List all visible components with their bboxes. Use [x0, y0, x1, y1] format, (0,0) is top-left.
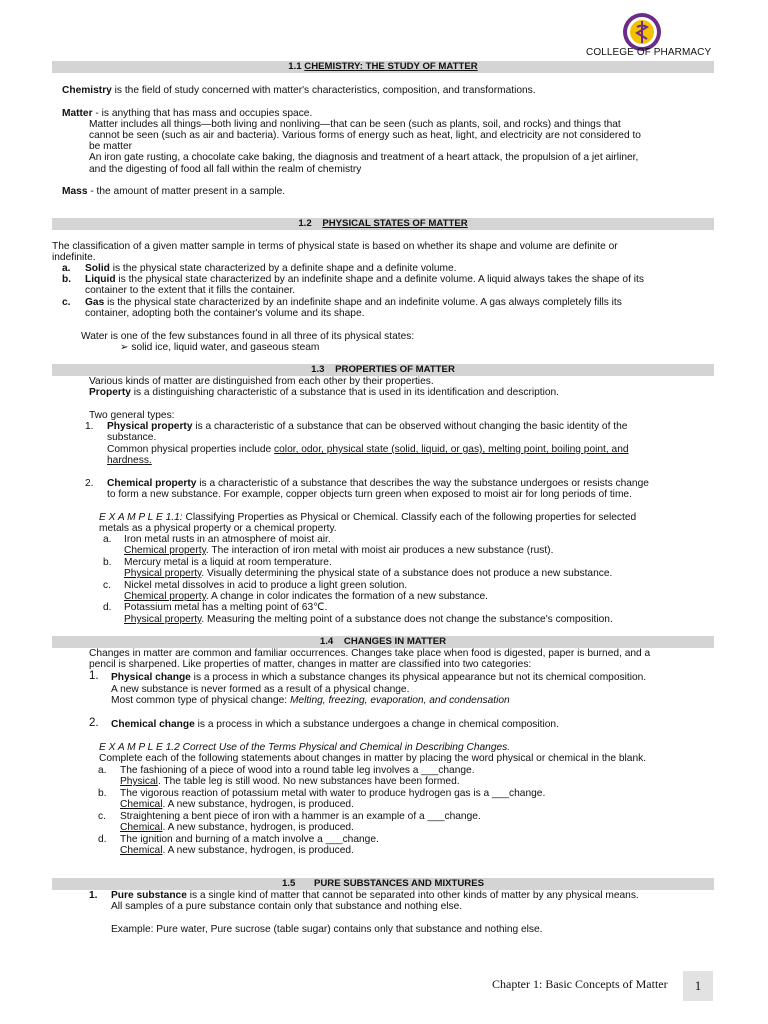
term: Chemical change — [111, 719, 195, 730]
paragraph-line: An iron gate rusting, a chocolate cake baking, the diagnosis and treatment of a heart attack, the propulsion of a jet airliner, — [89, 152, 639, 163]
example-question: The vigorous reaction of potassium metal with water to produce hydrogen gas is a ___change. — [120, 788, 546, 799]
paragraph-line: Two general types: — [89, 410, 175, 421]
section-header-1-1 — [52, 61, 714, 73]
chemistry-definition — [62, 85, 536, 97]
paragraph-line: container to the extent that it fills the container. — [85, 285, 296, 296]
list-item — [111, 672, 646, 684]
paragraph-line: Water is one of the few substances found in all three of its physical states: — [81, 331, 415, 342]
matter-definition — [62, 108, 312, 120]
paragraph-line: container, adopting both the container's volume and its shape. — [85, 308, 365, 319]
example-question: The ignition and burning of a match involve a ___change. — [120, 834, 379, 845]
example-question: Mercury metal is a liquid at room temperature. — [124, 557, 332, 568]
paragraph-line — [107, 444, 629, 456]
definition: - is anything that has mass and occupies space. — [92, 108, 313, 119]
term: Solid — [85, 263, 110, 274]
list-marker: a. — [62, 263, 71, 274]
college-name: COLLEGE OF PHARMACY — [586, 47, 712, 58]
definition: is the physical state characterized by an indefinite shape and a definite volume. A liquid always takes the shape of its — [115, 274, 644, 285]
list-item — [85, 263, 457, 275]
list-item — [107, 421, 627, 433]
example-question: Straightening a bent piece of iron with a hammer is an example of a ___change. — [120, 811, 481, 822]
paragraph-line — [111, 695, 510, 707]
term: Property — [89, 387, 131, 398]
example-question: Nickel metal dissolves in acid to produce a light green solution. — [124, 580, 408, 591]
definition: is the physical state characterized by an indefinite shape and an indefinite volume. A gas always completely fills its — [104, 297, 622, 308]
paragraph-line: Example: Pure water, Pure sucrose (table sugar) contains only that substance and nothing else. — [111, 924, 543, 935]
example-answer — [120, 776, 460, 788]
list-marker: d. — [103, 602, 112, 613]
paragraph-line: substance. — [107, 432, 157, 443]
bullet-item — [120, 342, 319, 354]
paragraph-line: be matter — [89, 141, 133, 152]
explanation: . The table leg is still wood. No new substances have been formed. — [157, 776, 460, 787]
list-marker: 1. — [89, 890, 98, 901]
underlined-text: hardness. — [107, 455, 152, 466]
list-marker: c. — [103, 580, 111, 591]
example-question: The fashioning of a piece of wood into a round table leg involves a ___change. — [120, 765, 475, 776]
example-answer — [124, 545, 553, 557]
list-marker: d. — [98, 834, 107, 845]
definition: is a distinguishing characteristic of a substance that is used in its identification and description. — [130, 387, 560, 398]
section-title: PHYSICAL STATES OF MATTER — [322, 218, 468, 229]
explanation: . Visually determining the physical state of a substance does not produce a new substance. — [201, 568, 613, 579]
paragraph-line: A new substance is never formed as a result of a physical change. — [111, 684, 410, 695]
answer: Physical property — [124, 614, 202, 625]
section-title: PURE SUBSTANCES AND MIXTURES — [313, 878, 485, 889]
definition: - the amount of matter present in a sample. — [87, 186, 286, 197]
list-marker: c. — [98, 811, 106, 822]
explanation: . A new substance, hydrogen, is produced. — [162, 799, 354, 810]
text: Common physical properties include — [107, 444, 275, 455]
answer: Chemical property — [124, 545, 206, 556]
explanation: . A change in color indicates the formation of a new substance. — [205, 591, 488, 602]
answer: Chemical — [120, 799, 163, 810]
list-marker: a. — [103, 534, 112, 545]
example-answer — [120, 822, 354, 834]
term: Pure substance — [111, 890, 187, 901]
example-answer — [120, 845, 354, 857]
italic-text: Melting, freezing, evaporation, and condensation — [289, 695, 510, 706]
underlined-text: color, odor, physical state (solid, liquid, or gas), melting point, boiling point, and — [274, 444, 629, 455]
answer: Chemical — [120, 822, 163, 833]
answer: Physical property — [124, 568, 202, 579]
section-number: 1.3 — [311, 364, 325, 375]
paragraph-line: and the digesting of food all fall within the realm of chemistry — [89, 164, 362, 175]
answer: Chemical property — [124, 591, 206, 602]
list-item — [85, 297, 622, 309]
paragraph-line: cannot be seen (such as air and bacteria). Various forms of energy such as heat, light, and electricity are not considered to — [89, 130, 641, 141]
paragraph-line: to form a new substance. For example, copper objects turn green when exposed to moist air for long periods of time. — [107, 489, 632, 500]
definition: is a process in which a substance changes its physical appearance but not its chemical composition. — [190, 672, 647, 683]
list-marker: b. — [62, 274, 72, 285]
example-answer — [124, 591, 488, 603]
list-marker: a. — [98, 765, 107, 776]
list-marker: 2. — [89, 717, 99, 729]
arrow-bullet-icon: ➢ — [120, 342, 129, 353]
example-answer — [124, 614, 613, 626]
answer: Physical — [120, 776, 158, 787]
text: Most common type of physical change: — [111, 695, 290, 706]
section-header-1-2 — [52, 218, 714, 230]
section-number: 1.4 — [319, 636, 334, 647]
section-header-1-3 — [52, 364, 714, 376]
paragraph-line: Various kinds of matter are distinguished from each other by their properties. — [89, 376, 434, 387]
section-number: 1.5 — [281, 878, 296, 889]
property-definition — [89, 387, 559, 399]
list-item — [111, 719, 559, 731]
definition: is a process in which a substance undergoes a change in chemical composition. — [194, 719, 559, 730]
section-header-1-5 — [52, 878, 714, 890]
term: Chemistry — [62, 85, 112, 96]
section-title: PROPERTIES OF MATTER — [335, 364, 455, 375]
paragraph-line: All samples of a pure substance contain only that substance and nothing else. — [111, 901, 463, 912]
term: Liquid — [85, 274, 116, 285]
list-marker: 1. — [85, 421, 94, 432]
term: Gas — [85, 297, 105, 308]
example-answer — [124, 568, 612, 580]
section-number: 1.1 — [288, 61, 302, 72]
section-title: CHANGES IN MATTER — [343, 636, 447, 647]
text: Classifying Properties as Physical or Chemical. Classify each of the following properties for selected — [182, 512, 637, 523]
definition: is a single kind of matter that cannot be separated into other kinds of matter by any physical means. — [186, 890, 639, 901]
section-header-1-4 — [52, 636, 714, 648]
list-marker: b. — [98, 788, 107, 799]
term: Matter — [62, 108, 93, 119]
bullet-text: solid ice, liquid water, and gaseous steam — [131, 342, 320, 353]
example-heading — [99, 512, 636, 524]
paragraph-line: The classification of a given matter sample in terms of physical state is based on whether its shape and volume are definite or — [52, 241, 618, 252]
section-title: CHEMISTRY: THE STUDY OF MATTER — [304, 61, 478, 72]
example-question: Iron metal rusts in an atmosphere of moist air. — [124, 534, 331, 545]
college-logo — [622, 12, 662, 52]
list-marker: b. — [103, 557, 112, 568]
paragraph-line: Matter includes all things—both living and nonliving—that can be seen (such as plants, soil, and rocks) and things that — [89, 119, 621, 130]
example-question: Potassium metal has a melting point of 63℃. — [124, 602, 328, 613]
example-heading: E X A M P L E 1.2 Correct Use of the Terms Physical and Chemical in Describing Changes. — [99, 742, 511, 753]
term: Physical change — [111, 672, 191, 683]
paragraph-line: Changes in matter are common and familiar occurrences. Changes take place when food is digested, paper is burned, and a — [89, 648, 651, 659]
paragraph-line: pencil is sharpened. Like properties of matter, changes in matter are classified into two categories: — [89, 659, 532, 670]
definition: is a characteristic of a substance that describes the way the substance undergoes or resists change — [196, 478, 649, 489]
definition: is the field of study concerned with matter's characteristics, composition, and transformations. — [111, 85, 536, 96]
paragraph-line: metals as a physical property or a chemical property. — [99, 523, 337, 534]
definition: is the physical state characterized by a definite shape and a definite volume. — [109, 263, 457, 274]
list-marker: 1. — [89, 670, 99, 682]
explanation: . A new substance, hydrogen, is produced. — [162, 845, 354, 856]
list-item — [111, 890, 639, 902]
chapter-footer: Chapter 1: Basic Concepts of Matter — [492, 977, 668, 991]
list-item — [107, 478, 649, 490]
paragraph-line: Complete each of the following statements about changes in matter by placing the word physical or chemical in the blank. — [99, 753, 647, 764]
example-label: E X A M P L E 1.1: — [99, 512, 183, 523]
list-item — [85, 274, 644, 286]
section-number: 1.2 — [298, 218, 312, 229]
explanation: . Measuring the melting point of a substance does not change the substance's composition. — [201, 614, 613, 625]
explanation: . A new substance, hydrogen, is produced. — [162, 822, 354, 833]
paragraph-line: indefinite. — [52, 252, 96, 263]
term: Physical property — [107, 421, 193, 432]
mass-definition — [62, 186, 285, 198]
list-marker: c. — [62, 297, 71, 308]
term: Chemical property — [107, 478, 197, 489]
answer: Chemical — [120, 845, 163, 856]
page-number: 1 — [683, 971, 713, 1001]
definition: is a characteristic of a substance that can be observed without changing the basic identity of the — [192, 421, 628, 432]
explanation: . The interaction of iron metal with moist air produces a new substance (rust). — [205, 545, 554, 556]
example-answer — [120, 799, 354, 811]
term: Mass — [62, 186, 88, 197]
list-marker: 2. — [85, 478, 94, 489]
